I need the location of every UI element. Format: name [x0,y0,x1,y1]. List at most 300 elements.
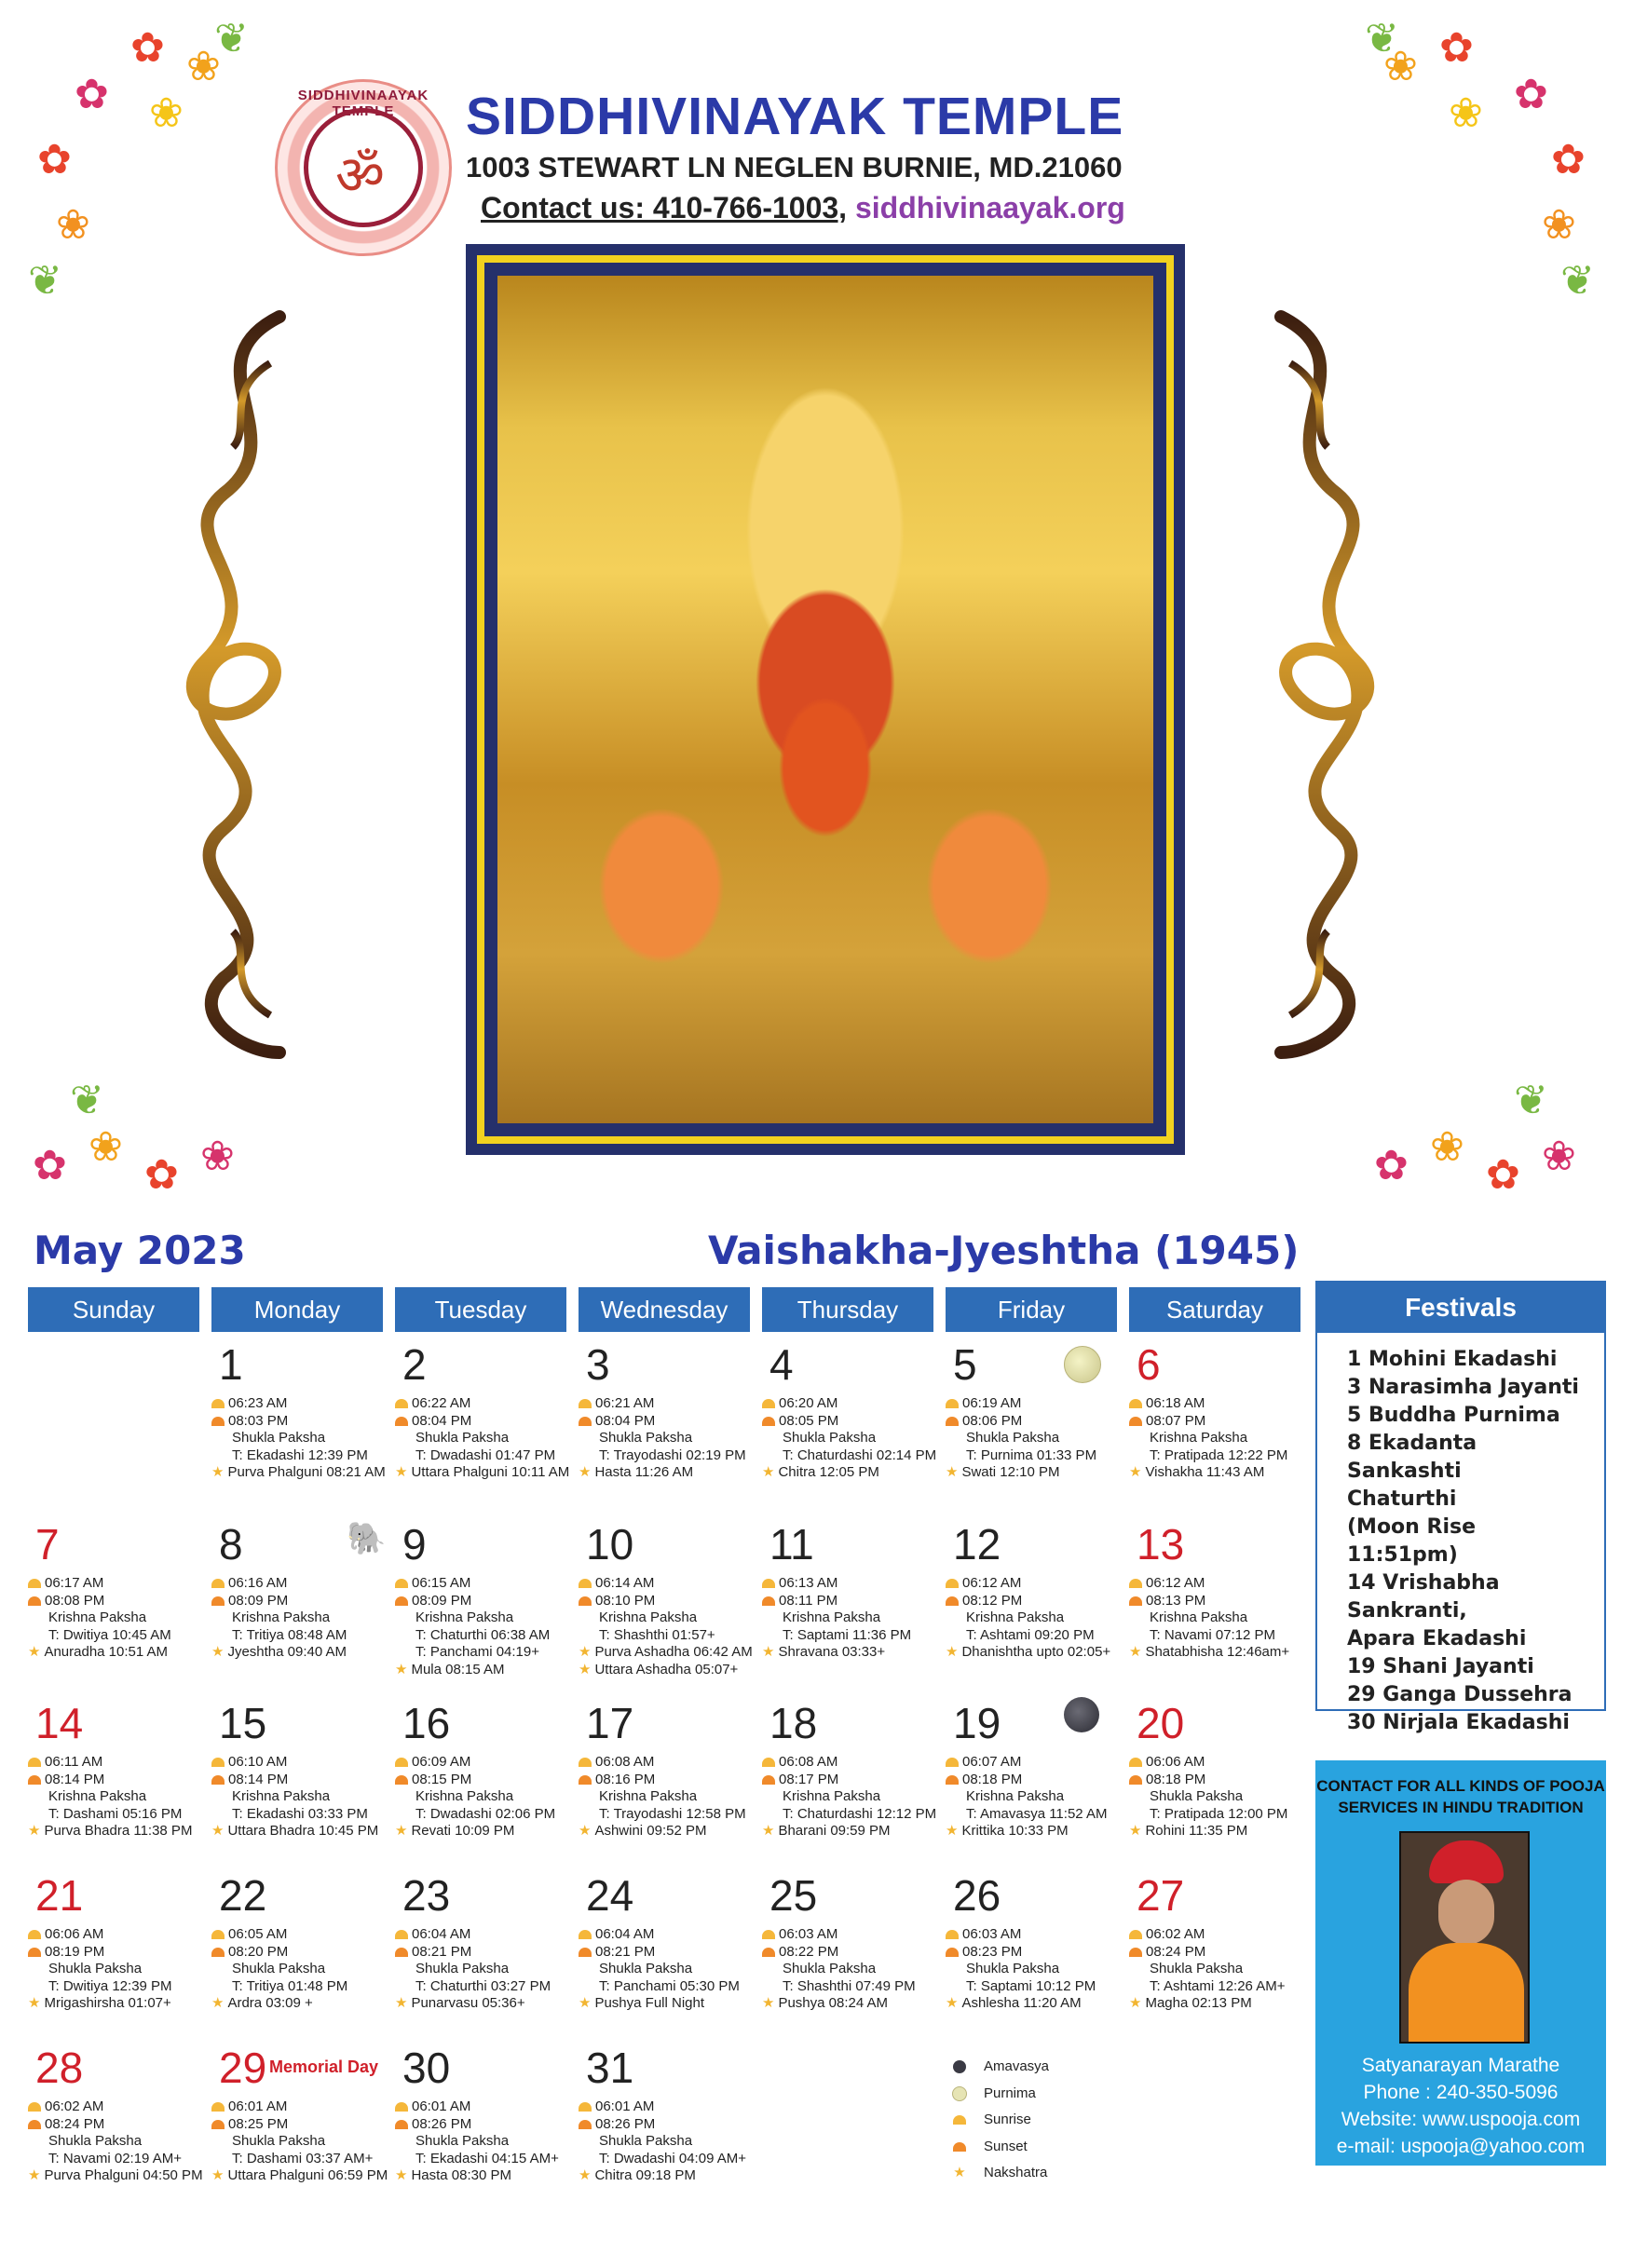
paksha-text: Shukla Paksha [415,2133,510,2149]
sunset-icon [762,1775,775,1785]
paksha-text: Shukla Paksha [599,2133,693,2149]
nakshatra-star-icon: ★ [211,1464,225,1480]
day-details [946,1754,1132,1840]
tithi-text: T: Pratipada 12:00 PM [1150,1805,1288,1822]
sunset-icon [28,2120,41,2129]
tithi [762,1806,948,1824]
calendar-legend [950,2054,1049,2187]
tithi-text: T: Dashami 05:16 PM [48,1805,183,1822]
tithi [579,1627,765,1645]
nakshatra-star-icon: ★ [395,1464,408,1480]
sunset-time-text: 08:26 PM [412,2115,472,2132]
sunrise-icon [395,2102,408,2112]
paksha [28,1961,214,1978]
nakshatra-star-icon: ★ [579,2167,592,2183]
sunset-time [211,1413,398,1431]
ad-heading-line-1: CONTACT FOR ALL KINDS OF POOJA [1316,1777,1605,1795]
tithi-text: T: Pratipada 12:22 PM [1150,1446,1288,1463]
sunset-time [579,1593,765,1610]
nakshatra [1129,1823,1315,1840]
legend-purnima-label: Purnima [984,2085,1036,2101]
paksha [211,1609,398,1627]
nakshatra-text: Rohini 11:35 PM [1145,1823,1248,1839]
tithi-text: T: Navami 07:12 PM [1150,1626,1276,1643]
calendar-day-cell [946,1521,1123,1698]
day-number: 4 [769,1340,794,1389]
day-number: 20 [1137,1699,1185,1747]
tithi-text: T: Trayodashi 02:19 PM [599,1446,746,1463]
tithi [28,1806,214,1824]
flower-decoration-mid-left: ✿ ❀ ✿ ❀ ❦ [33,1078,235,1198]
festival-item: 5 Buddha Purnima [1347,1404,1560,1427]
tithi [762,1627,948,1645]
sunrise-time [395,2098,581,2116]
sunrise-icon [211,2102,225,2112]
festival-item: 8 Ekadanta Sankashti [1347,1432,1477,1483]
sunrise-icon [28,1930,41,1939]
day-details [579,1395,765,1482]
tithi [211,1806,398,1824]
nakshatra-star-icon: ★ [1129,1823,1142,1839]
nakshatra [762,1995,948,2013]
tithi-text: T: Dwitiya 12:39 PM [48,1977,172,1994]
paksha-text: Shukla Paksha [599,1430,693,1446]
tithi-text: T: Purnima 01:33 PM [966,1446,1097,1463]
tithi [762,1447,948,1465]
day-number: 31 [586,2044,634,2092]
new-moon-icon [1064,1697,1099,1732]
sunrise-time [28,2098,214,2116]
nakshatra-text: Magha 02:13 PM [1145,1995,1252,2011]
festivals-panel [1315,1281,1606,1734]
day-number: 22 [219,1871,267,1920]
sunset-icon [1129,1417,1142,1426]
weekday-header-tuesday: Tuesday [395,1287,566,1332]
sunset-icon [946,1948,959,1957]
sunrise-time-text: 06:01 AM [595,2098,655,2114]
priest-face [1438,1880,1494,1945]
sunset-time-text: 08:18 PM [962,1771,1023,1787]
nakshatra-text: Ardra 03:09 + [227,1995,313,2011]
calendar-day-cell [28,1700,205,1877]
contact-website[interactable]: siddhivinaayak.org [854,191,1125,224]
sunset-icon [762,1417,775,1426]
priest-photo [1399,1831,1530,2044]
sunrise-time [762,1395,948,1413]
paksha [395,2133,581,2151]
paksha-text: Krishna Paksha [599,1609,698,1625]
nakshatra [395,2167,581,2185]
nakshatra-star-icon: ★ [579,1995,592,2011]
paksha-text: Shukla Paksha [415,1430,510,1446]
flower-decoration-top-right: ✿ ❀ ✿ ❀ ✿ ❀ ❦ ❦ [1365,16,1595,304]
sunrise-time-text: 06:21 AM [595,1395,655,1411]
calendar-day-cell [1129,1872,1306,2049]
sunrise-icon [946,1399,959,1408]
sunrise-time-text: 06:14 AM [595,1575,655,1591]
holiday-label: Memorial Day [269,2057,379,2076]
sunset-time-text: 08:25 PM [228,2115,289,2132]
calendar-day-cell [211,1341,388,1518]
tithi-2-text: T: Panchami 04:19+ [415,1644,540,1660]
day-number: 9 [402,1520,427,1569]
sunrise-time [579,1754,765,1772]
nakshatra-text: Uttara Ashadha 05:07+ [594,1661,739,1677]
sunset-time-text: 08:06 PM [962,1412,1023,1429]
calendar-day-cell [28,2044,205,2221]
nakshatra [946,1995,1132,2013]
day-number: 25 [769,1871,818,1920]
festival-item: 19 Shani Jayanti [1347,1655,1534,1678]
paksha-text: Krishna Paksha [1150,1609,1248,1625]
calendar-day-cell [395,1521,572,1698]
sunset-time [28,1593,214,1610]
nakshatra [1129,1644,1315,1662]
sunrise-time-text: 06:11 AM [45,1754,103,1770]
nakshatra-text: Dhanishtha upto 02:05+ [961,1644,1111,1660]
sunrise-icon [950,2107,969,2134]
flower-decoration-top-left: ✿ ❀ ✿ ❀ ✿ ❀ ❦ ❦ [28,16,249,304]
paksha-text: Krishna Paksha [966,1788,1065,1804]
paksha [762,1788,948,1806]
legend-sunset-label: Sunset [984,2138,1028,2154]
day-details [762,1926,948,2013]
legend-sunrise-label: Sunrise [984,2112,1031,2127]
day-details [579,1575,765,1678]
sunrise-time-text: 06:03 AM [779,1926,838,1942]
legend-nakshatra-label: Nakshatra [984,2165,1048,2180]
priest-robe [1409,1943,1524,2044]
day-details [395,1754,581,1840]
sunrise-time-text: 06:07 AM [962,1754,1022,1770]
sunset-icon [579,1417,592,1426]
tithi [579,1806,765,1824]
month-title: May 2023 [34,1228,246,1273]
sunrise-time-text: 06:04 AM [412,1926,471,1942]
tithi [1129,1806,1315,1824]
sunset-icon [395,2120,408,2129]
sunset-time-text: 08:09 PM [228,1592,289,1609]
nakshatra [28,1995,214,2013]
sunset-time [395,1772,581,1789]
tithi [211,1627,398,1645]
paksha [1129,1609,1315,1627]
paksha-text: Krishna Paksha [966,1609,1065,1625]
nakshatra-star-icon: ★ [395,1995,408,2011]
sunset-time-text: 08:22 PM [779,1943,839,1960]
paksha-text: Shukla Paksha [599,1961,693,1976]
calendar-day-cell [579,1872,756,2049]
sunrise-icon [395,1399,408,1408]
nakshatra-star-icon: ★ [28,1644,41,1660]
sunset-time [1129,1413,1315,1431]
sunrise-time [762,1754,948,1772]
paksha-text: Shukla Paksha [48,2133,143,2149]
sunrise-time-text: 06:12 AM [962,1575,1022,1591]
nakshatra-text: Ashwini 09:52 PM [594,1823,707,1839]
festival-item: 3 Narasimha Jayanti [1347,1376,1579,1399]
paksha [395,1961,581,1978]
sunset-time-text: 08:19 PM [45,1943,105,1960]
nakshatra-text: Chitra 09:18 PM [594,2167,696,2183]
sunrise-time-text: 06:19 AM [962,1395,1022,1411]
sunrise-time [211,1395,398,1413]
priest-turban [1429,1840,1504,1883]
nakshatra-star-icon: ★ [579,1823,592,1839]
sunset-icon [211,1948,225,1957]
paksha-text: Krishna Paksha [48,1609,147,1625]
sunrise-icon [211,1579,225,1588]
sunset-time [579,1413,765,1431]
nakshatra-star-icon: ★ [579,1661,592,1677]
sunset-time [395,2116,581,2134]
sunset-icon [211,1417,225,1426]
calendar-day-cell [579,1341,756,1518]
sunrise-time [28,1926,214,1944]
tithi-text: T: Dashami 03:37 AM+ [232,2150,374,2166]
sunset-time [946,1593,1132,1610]
festivals-title: Festivals [1317,1283,1604,1333]
day-details [762,1395,948,1482]
nakshatra [395,1823,581,1840]
sunrise-time [28,1575,214,1593]
sunset-time-text: 08:26 PM [595,2115,656,2132]
day-details [395,1395,581,1482]
paksha [28,1609,214,1627]
tithi-text: T: Amavasya 11:52 AM [966,1805,1108,1822]
sunrise-time-text: 06:06 AM [1146,1754,1205,1770]
paksha [28,2133,214,2151]
sunset-time-text: 08:04 PM [595,1412,656,1429]
day-details [1129,1754,1315,1840]
legend-amavasya-label: Amavasya [984,2058,1050,2074]
tithi-text: T: Tritiya 08:48 AM [232,1626,347,1643]
tithi-text: T: Trayodashi 12:58 PM [599,1805,746,1822]
deity-photo-border [477,255,1174,1144]
sunset-time-text: 08:05 PM [779,1412,839,1429]
nakshatra-text: Hasta 08:30 PM [411,2167,512,2183]
tithi [946,1627,1132,1645]
sunset-time [211,1944,398,1962]
paksha [579,1961,765,1978]
ganesha-icon: ॐ [335,145,385,206]
nakshatra-star-icon: ★ [211,1995,225,2011]
sunset-time [946,1944,1132,1962]
calendar-day-cell [395,1341,572,1518]
calendar-day-cell [762,1341,939,1518]
nakshatra-text: Purva Bhadra 11:38 PM [44,1823,193,1839]
nakshatra [1129,1464,1315,1482]
priest-website[interactable]: Website: www.uspooja.com [1341,2109,1581,2130]
paksha [395,1430,581,1447]
paksha [28,1788,214,1806]
nakshatra [211,1995,398,2013]
calendar-day-cell [28,1521,205,1698]
paksha [946,1609,1132,1627]
tithi [28,1627,214,1645]
sunset-icon [395,1775,408,1785]
sunrise-time-text: 06:05 AM [228,1926,288,1942]
sunset-time-text: 08:18 PM [1146,1771,1206,1787]
nakshatra-star-icon: ★ [28,1823,41,1839]
tithi-2 [395,1644,581,1662]
calendar-day-cell [395,1700,572,1877]
legend-sunrise [950,2107,1049,2134]
legend-nakshatra [950,2160,1049,2187]
sunrise-time-text: 06:22 AM [412,1395,471,1411]
day-number: 23 [402,1871,451,1920]
sunset-icon [395,1596,408,1606]
nakshatra-star-icon: ★ [946,1823,959,1839]
sunset-time [946,1772,1132,1789]
calendar-day-cell [1129,1521,1306,1698]
sunrise-time-text: 06:08 AM [595,1754,655,1770]
weekday-header-monday: Monday [211,1287,383,1332]
sunrise-icon [762,1579,775,1588]
sunset-time-text: 08:21 PM [412,1943,472,1960]
nakshatra-text: Shatabhisha 12:46am+ [1145,1644,1290,1660]
tithi [395,1627,581,1645]
sunrise-icon [579,2102,592,2112]
tithi [1129,1627,1315,1645]
sunrise-time-text: 06:16 AM [228,1575,288,1591]
paksha-text: Shukla Paksha [783,1961,877,1976]
sunrise-time [579,1926,765,1944]
sunrise-time-text: 06:03 AM [962,1926,1022,1942]
calendar-day-cell [211,1872,388,2049]
temple-contact [481,191,1125,225]
sunset-icon [211,1775,225,1785]
paksha [579,2133,765,2151]
sunrise-time [579,1575,765,1593]
nakshatra [395,1464,581,1482]
paksha-text: Shukla Paksha [415,1961,510,1976]
sunrise-time [1129,1575,1315,1593]
paksha [762,1609,948,1627]
tithi-text: T: Ashtami 12:26 AM+ [1150,1977,1286,1994]
sunset-time [211,1593,398,1610]
tithi [211,2151,398,2168]
nakshatra-text: Uttara Bhadra 10:45 PM [227,1823,379,1839]
sunset-time-text: 08:13 PM [1146,1592,1206,1609]
sunrise-icon [946,1930,959,1939]
sunrise-icon [211,1930,225,1939]
sunset-icon [579,1596,592,1606]
paksha [579,1609,765,1627]
sunset-time-text: 08:17 PM [779,1771,839,1787]
nakshatra-star-icon: ★ [579,1464,592,1480]
sunrise-time-text: 06:08 AM [779,1754,838,1770]
nakshatra [211,1823,398,1840]
paksha [211,1788,398,1806]
nakshatra-text: Hasta 11:26 AM [594,1464,694,1480]
logo-text: SIDDHIVINAAYAK TEMPLE [297,88,429,119]
sunrise-time-text: 06:02 AM [1146,1926,1205,1942]
sunset-time-text: 08:14 PM [228,1771,289,1787]
nakshatra [28,1823,214,1840]
festival-item: Apara Ekadashi [1347,1627,1527,1650]
day-details [211,1754,398,1840]
paksha [395,1788,581,1806]
day-details [579,1926,765,2013]
sunrise-icon [579,1579,592,1588]
deity-photo-frame [466,244,1185,1155]
tithi [579,2151,765,2168]
nakshatra-star-icon: ★ [762,1464,775,1480]
sunrise-time [1129,1754,1315,1772]
sunrise-time [211,1754,398,1772]
sunset-time [946,1413,1132,1431]
new-moon-icon [950,2054,969,2081]
sunrise-icon [1129,1930,1142,1939]
tithi-text: T: Ekadashi 04:15 AM+ [415,2150,559,2166]
nakshatra-text: Uttara Phalguni 06:59 PM [227,2167,388,2183]
paksha [946,1430,1132,1447]
sunset-icon [762,1596,775,1606]
sunrise-time [762,1926,948,1944]
nakshatra-star-icon: ★ [211,2167,225,2183]
tithi [211,1978,398,1996]
festivals-list [1317,1333,1604,1737]
sunrise-time [395,1395,581,1413]
sunset-time-text: 08:24 PM [45,2115,105,2132]
sunset-time [762,1413,948,1431]
tithi-text: T: Chaturdashi 12:12 PM [783,1805,937,1822]
nakshatra [762,1464,948,1482]
priest-email[interactable]: e-mail: uspooja@yahoo.com [1336,2136,1586,2157]
paksha [211,2133,398,2151]
sunset-time-text: 08:21 PM [595,1943,656,1960]
sunset-time [579,2116,765,2134]
day-number: 11 [769,1520,814,1569]
paksha [1129,1430,1315,1447]
sunrise-icon [579,1930,592,1939]
calendar-day-cell [211,2044,388,2221]
nakshatra-star-icon: ★ [762,1995,775,2011]
day-number: 29 [219,2044,267,2092]
priest-phone[interactable]: Phone : 240-350-5096 [1363,2082,1559,2103]
temple-address: 1003 STEWART LN NEGLEN BURNIE, MD.21060 [466,151,1123,183]
sunrise-time-text: 06:06 AM [45,1926,104,1942]
sunrise-icon [762,1758,775,1767]
sunrise-time [1129,1395,1315,1413]
paksha-text: Shukla Paksha [48,1961,143,1976]
paksha-text: Krishna Paksha [1150,1430,1248,1446]
sunset-time-text: 08:16 PM [595,1771,656,1787]
sunrise-time [946,1926,1132,1944]
nakshatra [579,1662,765,1679]
tithi [28,2151,214,2168]
sunrise-icon [579,1399,592,1408]
tithi-text: T: Shashthi 01:57+ [599,1626,715,1643]
tithi [28,1978,214,1996]
paksha [1129,1788,1315,1806]
day-number: 6 [1137,1340,1161,1389]
paksha-text: Krishna Paksha [783,1609,881,1625]
day-details [395,1575,581,1678]
sunset-icon [950,2134,969,2161]
day-details [579,1754,765,1840]
calendar-day-cell [946,1700,1123,1877]
pooja-services-ad [1315,1760,1606,2166]
sunset-time-text: 08:12 PM [962,1592,1023,1609]
sunset-icon [28,1775,41,1785]
nakshatra-text: Anuradha 10:51 AM [44,1644,169,1660]
tithi-text: T: Chaturdashi 02:14 PM [783,1446,937,1463]
sunset-time [28,1944,214,1962]
sunset-time [211,2116,398,2134]
sunset-time-text: 08:15 PM [412,1771,472,1787]
